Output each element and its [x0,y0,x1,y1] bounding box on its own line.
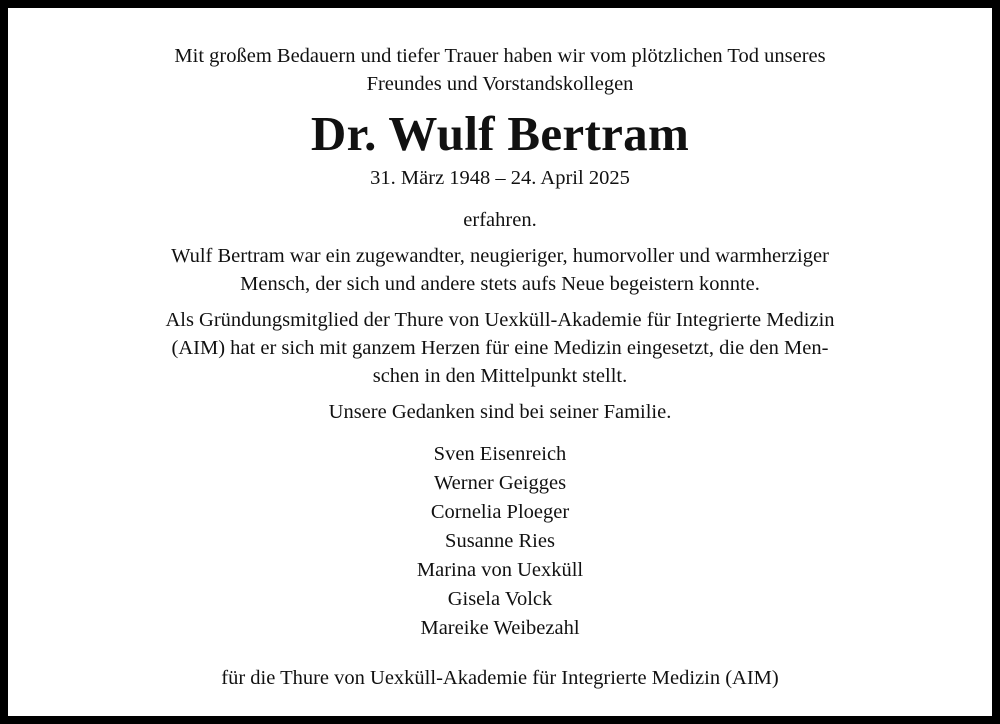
signer-name: Mareike Weibezahl [420,617,580,639]
tribute-1-line-2: Mensch, der sich und andere stets aufs Neue begeistern konnte. [240,273,760,295]
family-thoughts: Unsere Gedanken sind bei seiner Familie. [328,401,672,423]
intro-line-2: Freundes und Vorstandskollegen [366,73,634,95]
signer-name: Sven Eisenreich [433,443,567,465]
organization-footer: für die Thure von Uexküll-Akademie für Integrierte Medizin (AIM) [221,666,779,689]
signer-name: Gisela Volck [447,588,553,610]
intro-line-1: Mit großem Bedauern und tiefer Trauer haben wir vom plötzlichen Tod unseres [174,45,826,67]
notice-content [48,42,952,712]
intro-text [48,42,952,98]
tribute-2-line-2: (AIM) hat er sich mit ganzem Herzen für eine Medizin eingesetzt, die den Men- [171,337,829,359]
signer-name: Susanne Ries [445,530,555,552]
tribute-1-line-1: Wulf Bertram war ein zugewandter, neugieriger, humorvoller und warmherziger [171,245,829,267]
signer-list [48,440,952,643]
tribute-paragraph-1 [48,242,952,298]
life-dates: 31. März 1948 – 24. April 2025 [370,167,630,189]
signer-name: Cornelia Ploeger [430,501,570,523]
deceased-name: Dr. Wulf Bertram [310,106,690,161]
erfahren-text: erfahren. [463,209,537,231]
tribute-2-line-1: Als Gründungsmitglied der Thure von Uexküll-Akademie für Integrierte Medizin [165,309,835,331]
tribute-2-line-3: schen in den Mittelpunkt stellt. [372,365,628,387]
signer-name: Marina von Uexküll [416,559,584,581]
signer-name: Werner Geigges [433,472,567,494]
tribute-paragraph-2 [48,306,952,390]
